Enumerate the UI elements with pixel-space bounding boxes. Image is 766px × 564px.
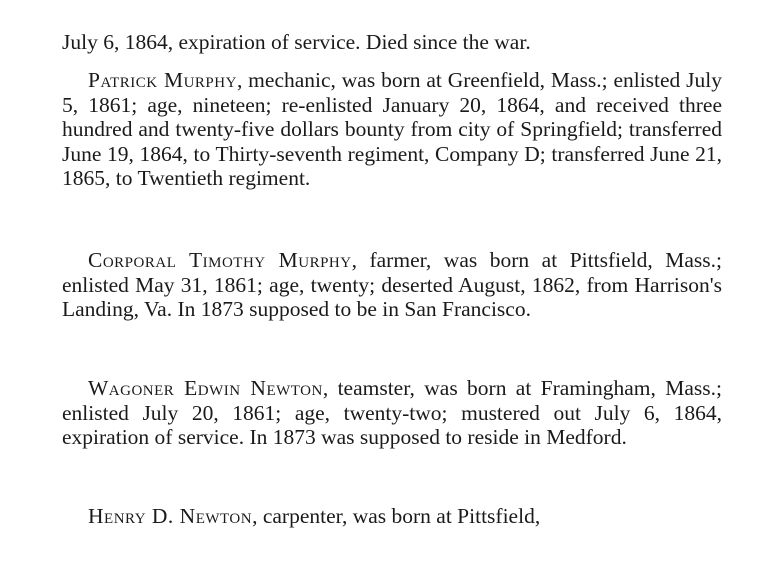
entry-name: Henry D. Newton	[88, 504, 253, 528]
entry-name: Patrick Murphy	[88, 68, 237, 92]
entry-text: , teamster, was born at Framingham, Mass.; enlisted July 20, 1861; age, twenty-two; mustered out July 6, 1864, expiration of service. In 1873 was supposed to reside in Medford.	[62, 376, 722, 449]
entry-text: , mechanic, was born at Greenfield, Mass.; enlisted July 5, 1861; age, nineteen; re-enlisted January 20, 1864, and received three hundred and twenty-five dollars bounty from city of Springfield; transferred June 19, 1864, to Thirty-seventh regiment, Company D; transferred June 21, 1865, to Twentieth regiment.	[62, 68, 723, 190]
entry-paragraph	[62, 504, 722, 529]
entry-text: , farmer, was born at Pittsfield, Mass.; enlisted May 31, 1861; age, twenty; deserted August, 1862, from Harrison's Landing, Va. In 1873 supposed to be in San Francisco.	[62, 248, 722, 321]
entry-paragraph	[62, 68, 722, 191]
continuation-line: July 6, 1864, expiration of service. Died since the war.	[62, 30, 531, 54]
continuation-paragraph	[62, 30, 722, 55]
entry-name: Wagoner Edwin Newton	[88, 376, 323, 400]
entry-henry-newton	[62, 504, 722, 529]
entry-text: , carpenter, was born at Pittsfield,	[252, 504, 541, 528]
entry-timothy-murphy	[62, 248, 722, 322]
entry-patrick-murphy	[62, 68, 722, 191]
entry-name: Corporal Timothy Murphy	[88, 248, 352, 272]
entry-paragraph	[62, 248, 722, 322]
entry-paragraph	[62, 376, 722, 450]
entry-edwin-newton	[62, 376, 722, 450]
